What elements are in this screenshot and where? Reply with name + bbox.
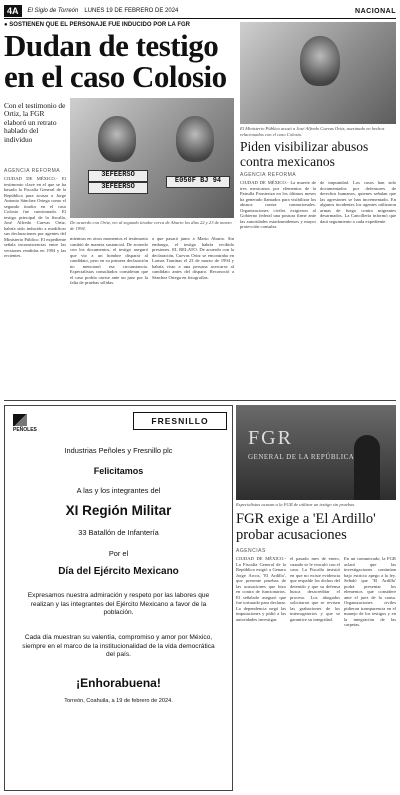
main-agency: AGENCIA REFORMA <box>4 168 61 174</box>
main-col3: a que pasará junto a Mario Aburto. Sin embargo, el testigo habría recibido presiones. EL RELATO. De acuerdo con la declaración, Cuevas Ortiz se encontraba en Lomas Taurinas el 23 de marzo de 1994 y habría visto a una persona acercarse al candidato antes del disparo. Reconoció a Sánchez Ortega en fotografías. <box>152 236 234 280</box>
ad-cierre: ¡Enhorabuena! <box>76 676 161 690</box>
ad-batallon: 33 Batallón de Infantería <box>78 528 159 537</box>
side-headline: Piden visibilizar abusos contra mexicanos <box>240 139 369 169</box>
main-summary: Con el testimonio de Ortiz, la FGR elaboró un retrato hablado del individuo <box>4 101 66 144</box>
face-left <box>98 116 136 162</box>
fgr-col2: el pasado mes de enero, cuando se le vinculó con el caso. La Fiscalía insistió en que no existe evidencia que respalde los dichos del detenido y que su defensa busca desacreditar el proceso. Los abogados solicitaron que se revisen las grabaciones de los interrogatorios y que se garantice su integridad. <box>290 556 340 622</box>
ad-paragraph-1: Expresamos nuestra admiración y respeto por las labores que realizan y las integrantes del Ejército Mexicano a favor de la población. <box>27 592 210 617</box>
fgr-col1: CIUDAD DE MÉXICO.- La Fiscalía General de la República exigió a Genaro Jorge Arcos, 'El Ardillo', que presente pruebas de las acusaciones que hizo en contra de funcionarios. El señalado aseguró que fue torturado para declarar. La dependencia negó las imputaciones y pidió a las autoridades investigar. <box>236 556 286 622</box>
fgr-headline: FGR exige a 'El Ardillo' probar acusaciones <box>236 511 376 543</box>
side-photo <box>240 22 396 124</box>
ad-logo-penoles <box>13 414 63 433</box>
main-photo <box>70 98 234 218</box>
ad-fecha: Torreón, Coahuila, a 19 de febrero de 2024. <box>64 698 173 704</box>
fgr-photo-sign-2: GENERAL DE LA REPÚBLICA <box>248 453 355 461</box>
fgr-photo-figure <box>354 435 380 500</box>
main-headline: Dudan de testigo en el caso Colosio <box>4 28 227 94</box>
section-name: NACIONAL <box>355 7 396 15</box>
side-photo-caption: El Ministerio Público acusó a José Alfredo Cuevas Ortiz, asesinado en hechos relacionados con el caso Colosio. <box>240 126 385 137</box>
face-right <box>176 116 214 162</box>
fgr-col3: En un comunicado, la FGR aclaró que las investigaciones continúan bajo estricto apego a la ley. Señaló que 'El Ardillo' podrá presentar los elementos que considere ante el juez de la causa. Organizaciones civiles pidieron transparencia en el manejo de los testigos y en la integración de las carpetas. <box>344 556 396 627</box>
ad-logo-fresnillo: FRESNILLO <box>133 412 227 430</box>
page-number: 4A <box>4 5 22 17</box>
bullet-icon: ● <box>4 22 8 28</box>
ad-por-el: Por el <box>108 549 129 558</box>
ad-company: Industrias Peñoles y Fresnillo plc <box>64 446 173 455</box>
fgr-photo-caption: Especialistas acusan a la FGR de utilizar un testigo sin pruebas. <box>236 502 356 507</box>
main-kicker-text: SOSTIENEN QUE EL PERSONAJE FUE INDUCIDO POR LA FGR <box>9 22 190 28</box>
fgr-photo <box>236 405 396 500</box>
fgr-photo-sign: FGR <box>248 427 293 449</box>
ad-region: XI Región Militar <box>65 503 172 518</box>
page-header <box>4 4 396 19</box>
photo-plate-2: 3EFEERSO <box>88 182 148 194</box>
penoles-logo-text: PEÑOLES <box>13 427 37 433</box>
side-col1: CIUDAD DE MÉXICO.- La muerte de tres mexicanos por elementos de la Patrulla Fronteriza en los últimos meses ha generado llamados para visibilizar los abusos contra connacionales. Organizaciones civiles exigieron al Gobierno federal una postura firme ante las autoridades estadounidenses y mayor protección consular. <box>240 180 316 229</box>
main-photo-caption: De acuerdo con Ortiz, vio al segundo tirador cerca de Aburto los días 22 y 23 de marzo de 1994. <box>70 220 232 231</box>
issue-date: LUNES 19 DE FEBRERO DE 2024 <box>84 8 179 14</box>
fgr-agency: AGENCIAS <box>236 548 266 554</box>
newspaper-name: El Siglo de Torreón <box>27 8 79 14</box>
ad-felicitamos: Felicitamos <box>93 466 144 476</box>
main-col1: CIUDAD DE MÉXICO.- El testimonio clave en el que se ha basado la Fiscalía General de la República para acusar a Jorge Antonio Sánchez Ortega como el segundo tirador en el caso Colosio fue cuestionado. El testigo principal de la fiscalía, José Alfredo Cuevas Ortiz, habría sido inducido a modificar sus declaraciones por agentes del Ministerio Público. El expediente señala inconsistencias entre las versiones rendidas en 1994 y las recientes. <box>4 176 66 258</box>
ad-paragraph-2: Cada día muestran su valentía, compromiso y amor por México, siempre en el marco de la institucionalidad de la vida democrática del país. <box>22 634 215 659</box>
photo-plate-3: E050F BJ 94 <box>166 176 230 188</box>
section-divider <box>4 400 396 401</box>
side-agency: AGENCIA REFORMA <box>240 172 297 178</box>
main-col2: mientras en otros momentos el testimonio cambió de manera sustancial. De acuerdo con los documentos, el testigo aseguró que vio a un hombre disparar al candidato, pero en su primera declaración no mencionó esa circunstancia. Especialistas consultados consideran que el caso podría caerse ante un juez por la falta de pruebas sólidas. <box>70 236 148 285</box>
ad-dia: Día del Ejército Mexicano <box>58 566 179 577</box>
ad-integrantes: A las y los integrantes del <box>76 486 161 495</box>
side-face <box>300 36 340 86</box>
advertisement <box>4 405 233 791</box>
penoles-icon <box>13 414 27 426</box>
side-col2: de impunidad. Los casos han sido documentados por defensores de derechos humanos, quienes señalan que las agresiones se han incrementado. En algunos incidentes los agentes utilizaron armas de fuego contra migrantes desarmados. La Cancillería informó que dará seguimiento a cada expediente. <box>320 180 396 224</box>
photo-plate-1: 3EFEERSO <box>88 170 148 182</box>
